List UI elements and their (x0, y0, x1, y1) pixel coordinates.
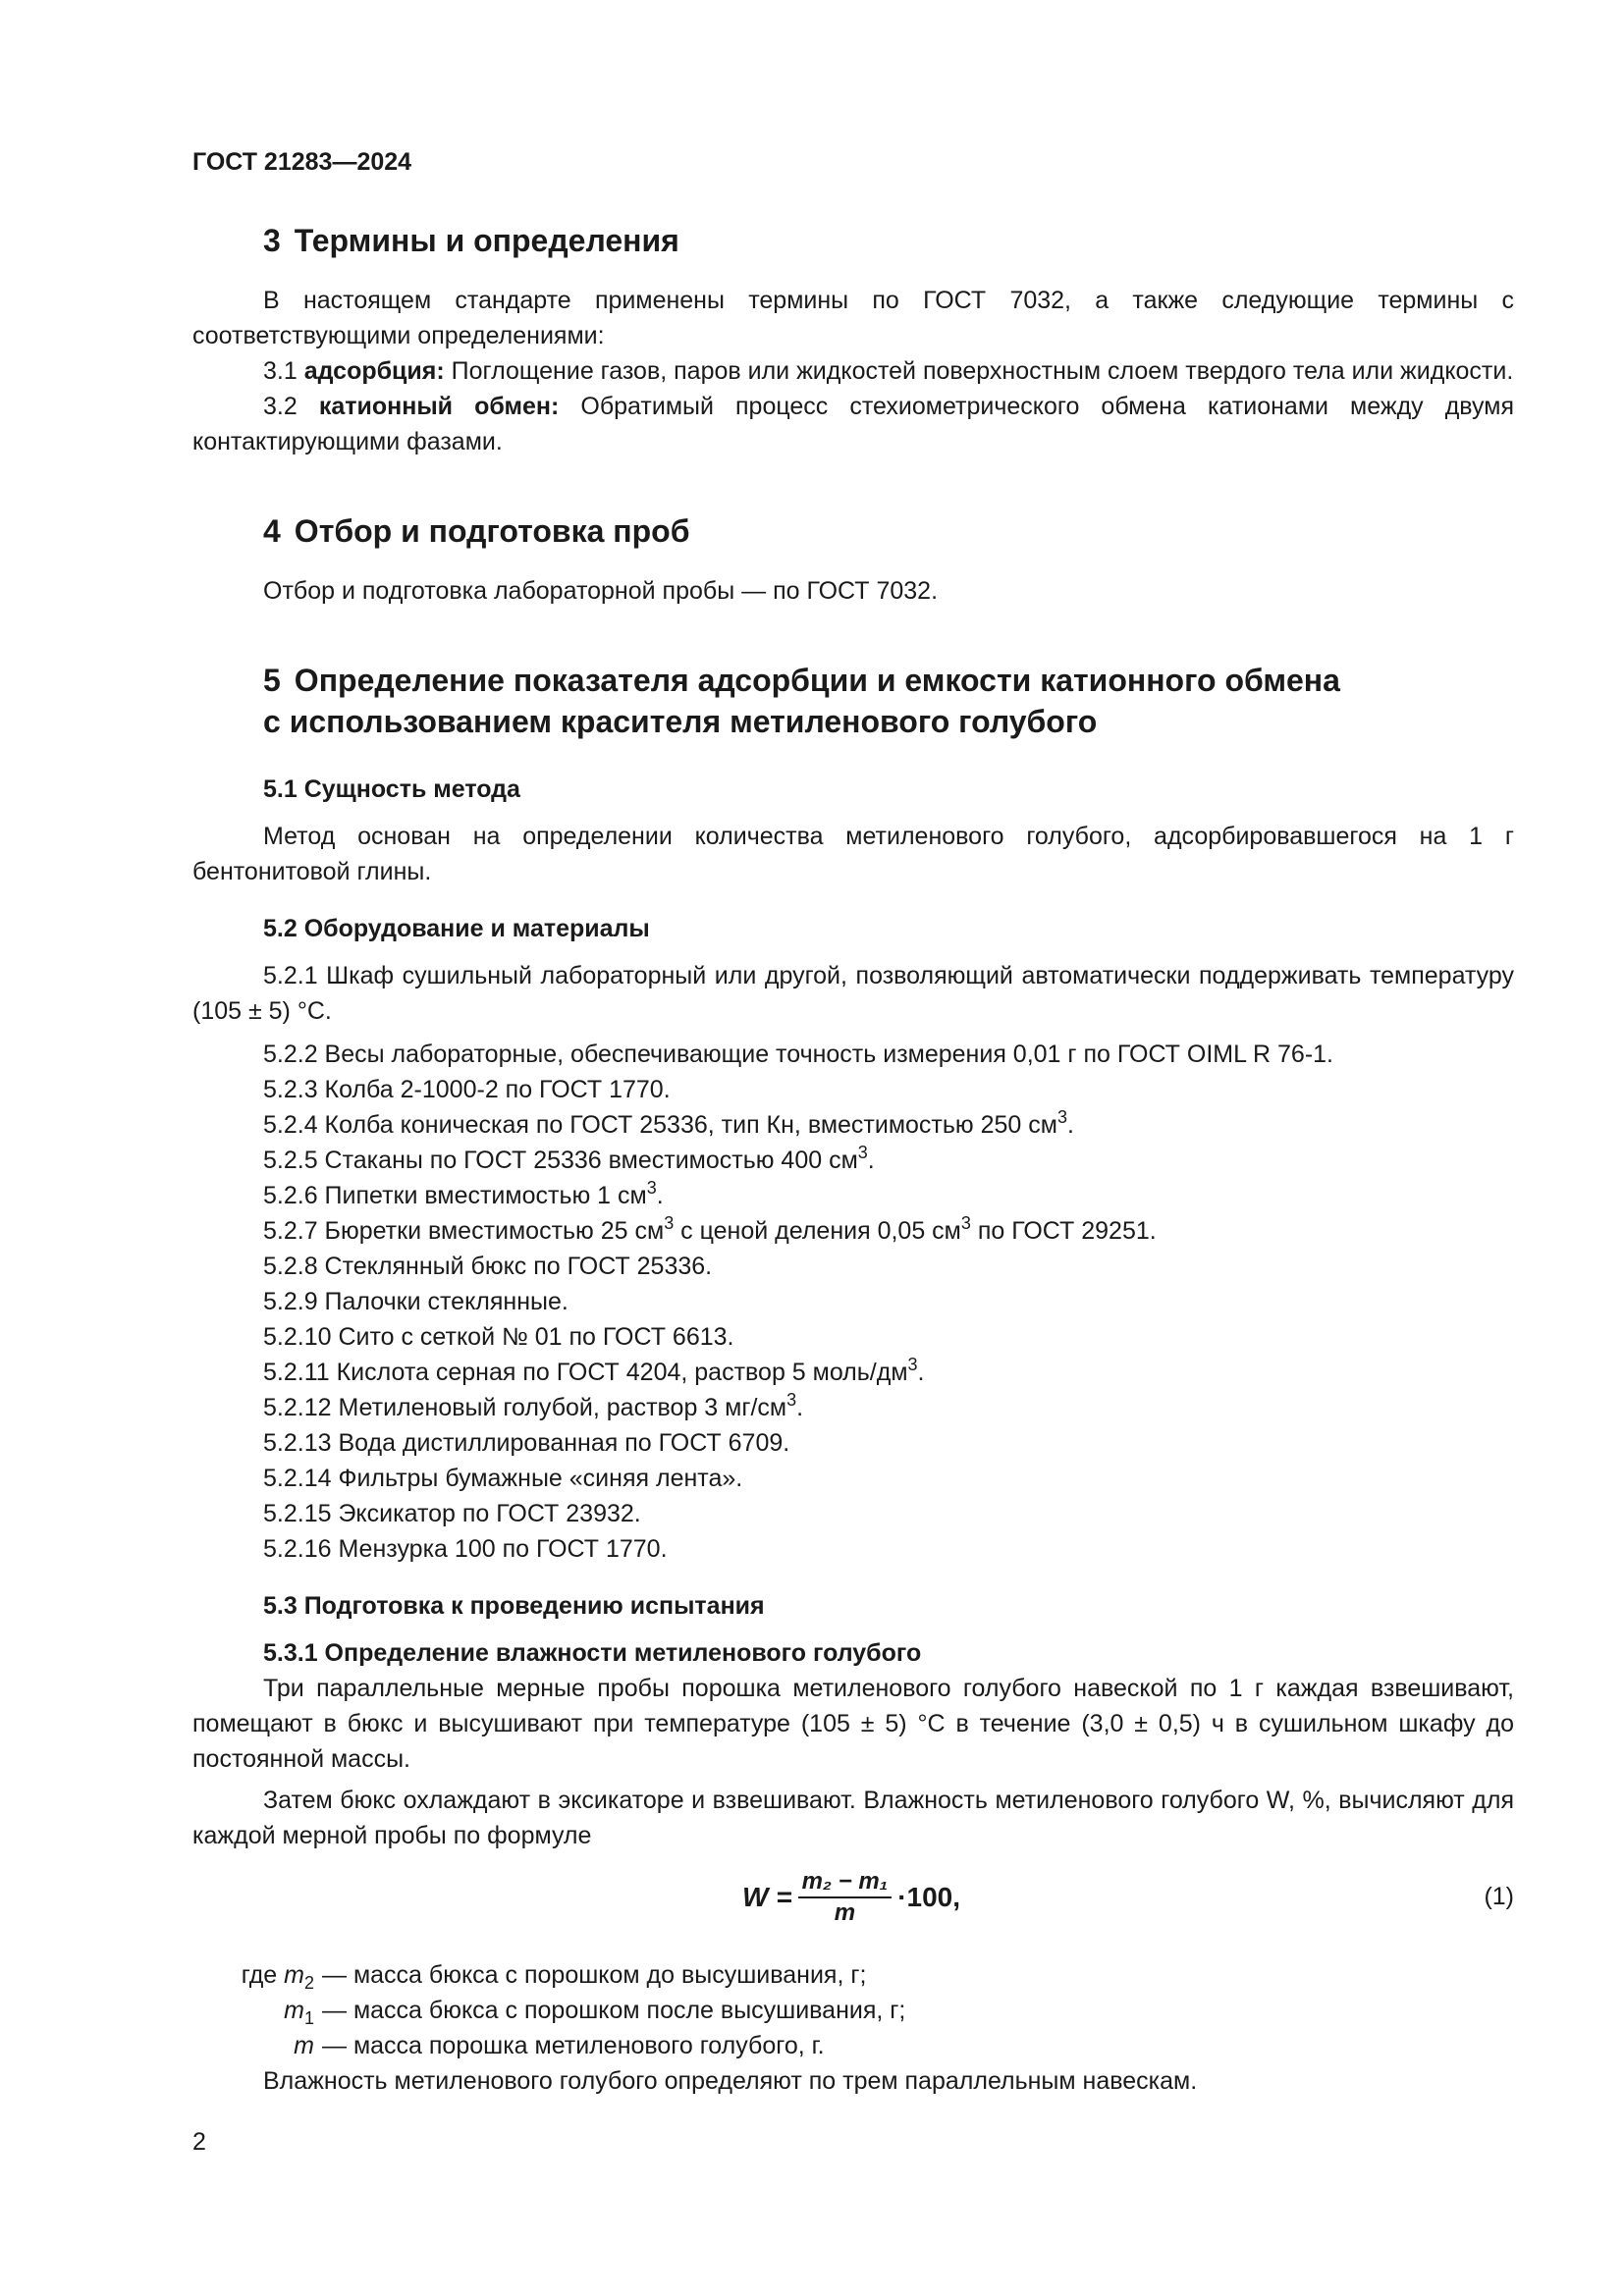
term-3-1: 3.1 адсорбция: Поглощение газов, паров или жидкостей поверхностным слоем твердого тела или жидкости. (263, 357, 1514, 385)
item-5-2-3: 5.2.3 Колба 2-1000-2 по ГОСТ 1770. (263, 1076, 671, 1103)
section-3-heading: 3 Термины и определения (263, 223, 679, 258)
document-page (192, 147, 1514, 2099)
legend-row-m: m — масса порошка метиленового голубого, г. (294, 2032, 825, 2059)
item-5-2-5: 5.2.5 Стаканы по ГОСТ 25336 вместимостью 400 $см^3$. (263, 1143, 875, 1174)
item-5-2-8: 5.2.8 Стеклянный бюкс по ГОСТ 25336. (263, 1253, 713, 1280)
section-4-heading: 4 Отбор и подготовка проб (263, 513, 690, 549)
section-5-1-text: Метод основан на определении количества метиленового голубого, адсорбировавшегося на 1 г бентонитовой глины. (192, 823, 1514, 885)
page-number: 2 (192, 2128, 206, 2156)
section-5-2-heading: 5.2 Оборудование и материалы (263, 915, 650, 942)
section-5-3-1-para-2: Затем бюкс охлаждают в эксикаторе и взвешивают. Влажность метиленового голубого W, %, вычисляют для каждой мерной пробы по формуле (192, 1787, 1514, 1849)
moisture-formula: W = $\frac{\text{m₂ − m₁}}{m}$ ·100, (742, 1868, 961, 1926)
formula-fraction: $\frac{\text{m₂ − m₁}}{m}$ (798, 1867, 893, 1928)
legend-row-m2: где $m_2$ — масса бюкса с порошком до высушивания, г; (241, 1961, 867, 1993)
section-4-text: Отбор и подготовка лабораторной пробы — по ГОСТ 7032. (263, 577, 939, 605)
item-5-2-11: 5.2.11 Кислота серная по ГОСТ 4204, раствор 5 моль/$дм^3$. (263, 1355, 925, 1386)
item-5-2-4: 5.2.4 Колба коническая по ГОСТ 25336, тип Кн, вместимостью 250 $см^3$. (263, 1107, 1074, 1139)
section-5-3-1-para-1: Три параллельные мерные пробы порошка метиленового голубого навеской по 1 г каждая взвешивают, помещают в бюкс и высушивают при температуре (105 ± 5) °С в течение (3,0 ± 0,5) ч в сушильном шкафу до постоянной массы. (192, 1675, 1514, 1773)
item-5-2-10: 5.2.10 Сито с сеткой № 01 по ГОСТ 6613. (263, 1323, 734, 1351)
legend-row-m1: $m_1$ — масса бюкса с порошком после высушивания, г; (284, 1997, 906, 2028)
section-5-heading: 5 Определение показателя адсорбции и емкости катионного обмена с использованием красителя метиленового голубого (263, 663, 1340, 739)
item-5-2-12: 5.2.12 Метиленовый голубой, раствор 3 $мг/см^3$. (263, 1390, 804, 1421)
item-5-2-15: 5.2.15 Эксикатор по ГОСТ 23932. (263, 1500, 641, 1527)
item-5-2-13: 5.2.13 Вода дистиллированная по ГОСТ 6709. (263, 1429, 790, 1457)
item-5-2-7: 5.2.7 Бюретки вместимостью 25 $см^3$ с ценой деления 0,05 $см^3$ по ГОСТ 29251. (263, 1213, 1157, 1245)
section-5-3-1-heading: 5.3.1 Определение влажности метиленового голубого (263, 1639, 922, 1667)
item-5-2-6: 5.2.6 Пипетки вместимостью 1 $см^3$. (263, 1178, 664, 1209)
formula-legend (192, 1957, 1514, 2063)
item-5-2-9: 5.2.9 Палочки стеклянные. (263, 1288, 568, 1315)
item-5-2-2: 5.2.2 Весы лабораторные, обеспечивающие точность измерения 0,01 г по ГОСТ OIML R 76-1. (263, 1041, 1334, 1068)
formula-1 (192, 1867, 1514, 1930)
section-3-intro: В настоящем стандарте применены термины по ГОСТ 7032, а также следующие термины с соответствующими определениями: (192, 287, 1514, 349)
item-5-2-1: 5.2.1 Шкаф сушильный лабораторный или другой, позволяющий автоматически поддерживать температуру (105 ± 5) °С. (192, 962, 1514, 1025)
item-5-2-14: 5.2.14 Фильтры бумажные «синяя лента». (263, 1465, 743, 1492)
section-5-3-1-para-3: Влажность метиленового голубого определяют по трем параллельным навескам. (263, 2067, 1198, 2095)
equation-number: (1) (1484, 1883, 1514, 1910)
section-5-3-heading: 5.3 Подготовка к проведению испытания (263, 1592, 765, 1620)
term-3-2: 3.2 катионный обмен: Обратимый процесс стехиометрического обмена катионами между двумя контактирующими фазами. (192, 393, 1514, 455)
item-5-2-16: 5.2.16 Мензурка 100 по ГОСТ 1770. (263, 1535, 668, 1563)
section-5-1-heading: 5.1 Сущность метода (263, 775, 520, 803)
document-code: ГОСТ 21283—2024 (192, 148, 412, 176)
